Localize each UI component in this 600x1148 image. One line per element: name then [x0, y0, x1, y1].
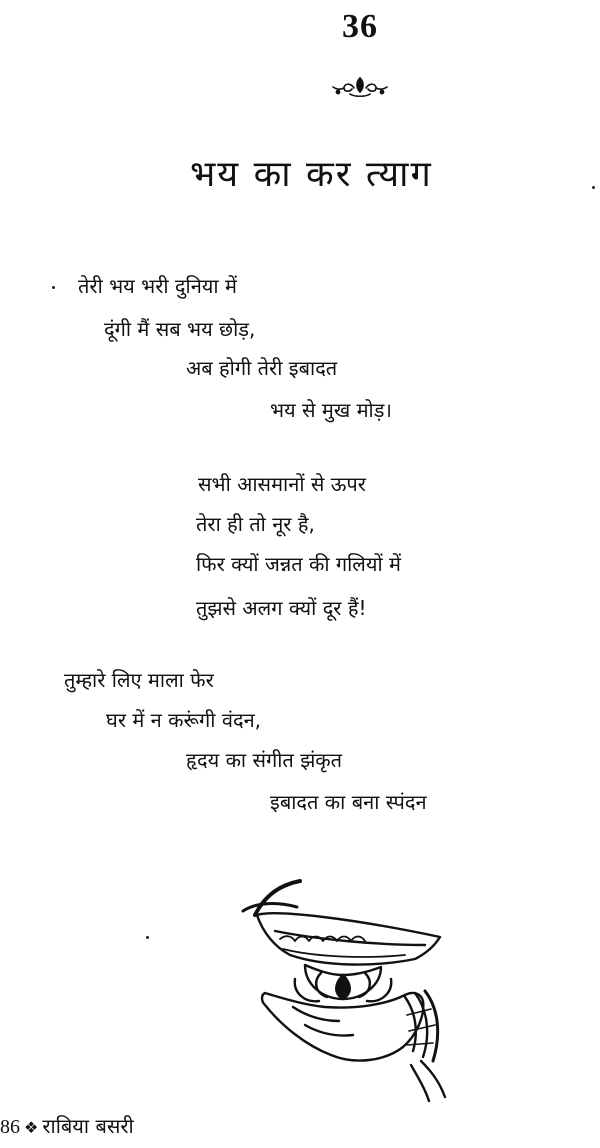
poem-line: तेरा ही तो नूर है, — [196, 512, 315, 536]
poem-line: तुम्हारे लिए माला फेर — [64, 668, 214, 692]
poem-line: फिर क्यों जन्नत की गलियों में — [196, 552, 401, 576]
page-footer — [0, 1112, 134, 1139]
poem-line: अब होगी तेरी इबादत — [186, 356, 338, 380]
page-number: 86 — [0, 1116, 20, 1138]
poem-line: तुझसे अलग क्यों दूर हैं! — [196, 596, 367, 620]
poem-line: तेरी भय भरी दुनिया में — [78, 274, 237, 298]
poem-line: भय से मुख मोड़। — [270, 398, 392, 422]
print-speck — [592, 186, 595, 189]
poem-line: हृदय का संगीत झंकृत — [186, 748, 343, 772]
poem-line: घर में न करूंगी वंदन, — [106, 708, 262, 732]
chapter-number: 36 — [342, 8, 378, 45]
print-speck — [52, 286, 55, 289]
poem-line: सभी आसमानों से ऊपर — [198, 472, 366, 496]
poem-title: भय का कर त्याग — [190, 154, 433, 195]
hand-holding-lamp-icon — [235, 875, 450, 1105]
floral-ornament-icon — [330, 72, 390, 100]
diamond-ornament-icon: ❖ — [24, 1118, 39, 1137]
poem-line: दूंगी मैं सब भय छोड़, — [104, 317, 256, 341]
book-title: राबिया बसरी — [42, 1114, 134, 1138]
print-speck — [146, 936, 149, 939]
poem-line: इबादत का बना स्पंदन — [270, 790, 427, 814]
